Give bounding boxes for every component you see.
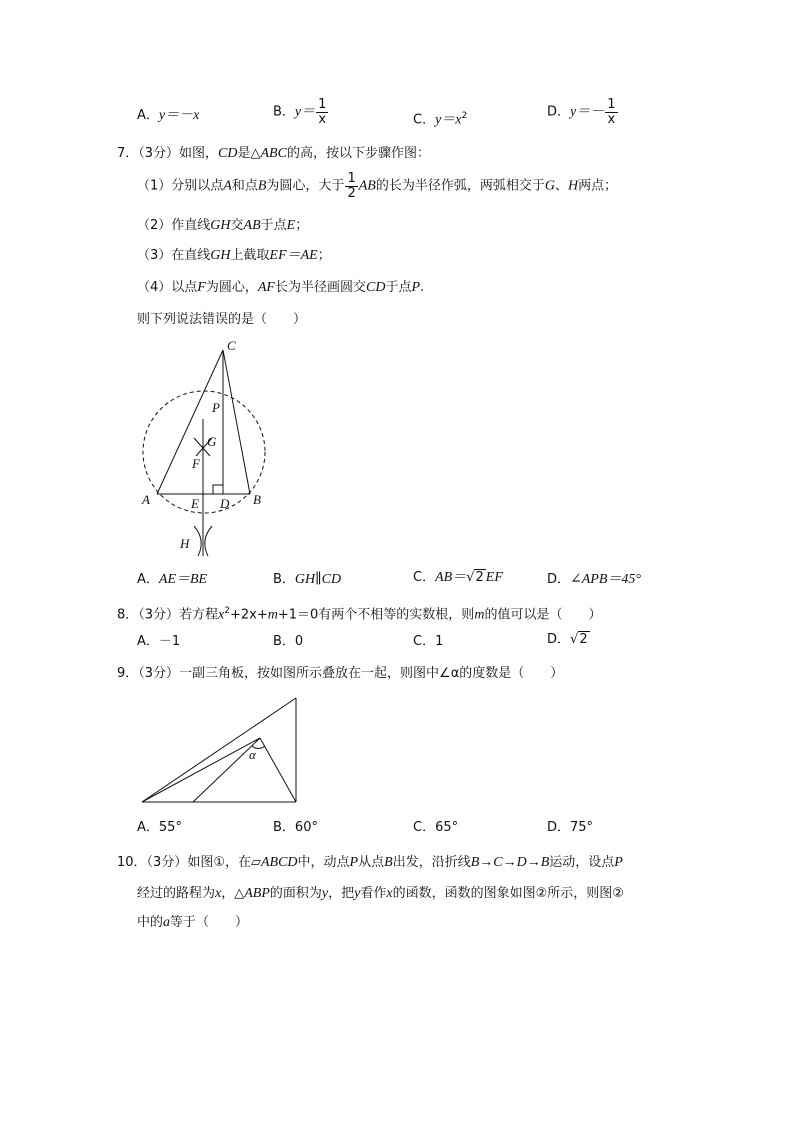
text: GH: [210, 218, 231, 233]
option-letter: B．: [273, 820, 295, 835]
option-letter: B．: [273, 572, 295, 587]
text: 交: [230, 218, 244, 233]
text: （1）分别以点: [137, 178, 224, 194]
q7-step2: [137, 216, 308, 236]
text: ；: [317, 248, 331, 263]
text: +1＝0有两个不相等的实数根，则: [277, 607, 475, 623]
label-a: A: [142, 492, 150, 507]
text: 长为半径画圆交: [274, 280, 366, 295]
text: 看作: [360, 886, 387, 901]
text: 是△: [237, 146, 261, 161]
text: 中，动点: [297, 855, 350, 870]
text: ABC: [260, 146, 287, 161]
text: ，把: [328, 886, 355, 901]
text: 和点: [231, 178, 258, 194]
q8-stem: [117, 601, 601, 625]
text: P: [614, 855, 623, 870]
q7-step4: [137, 278, 424, 298]
q7-option-a: [137, 570, 207, 590]
option-text: EF: [485, 570, 503, 585]
q8-option-b: [273, 632, 303, 652]
sqrt-radicand: 2: [475, 570, 484, 585]
segment-ca: [157, 350, 223, 494]
text: （4）以点: [137, 280, 198, 295]
text: AF: [257, 280, 275, 295]
superscript: 2: [224, 606, 230, 616]
text: ABCD: [260, 855, 298, 870]
q7-question: 则下列说法错误的是（ ）: [137, 312, 307, 327]
q10-line1: [117, 853, 623, 873]
fraction-numerator: 1: [347, 171, 356, 186]
segment-inner-right: [260, 738, 296, 802]
text: GH: [210, 248, 231, 263]
option-letter: D．: [547, 572, 571, 587]
option-letter: D．: [547, 820, 571, 835]
option-text: ∠APB＝45°: [570, 572, 641, 587]
text: 运动，设点: [549, 855, 615, 870]
option-text: y＝x: [435, 112, 462, 128]
text: CD: [218, 146, 238, 161]
text: 从点: [358, 855, 385, 870]
text: ，△: [221, 886, 245, 901]
option-text: AE＝BE: [158, 572, 208, 587]
arc-bottom-left: [194, 526, 201, 556]
option-letter: C．: [413, 634, 436, 649]
label-d: D: [220, 496, 230, 511]
text: ；: [295, 218, 309, 233]
q6-option-d: [547, 98, 619, 127]
text: AB: [243, 218, 261, 233]
label-e: E: [191, 496, 199, 511]
text: A: [223, 178, 232, 194]
text: ABP: [244, 886, 270, 901]
text: 为圆心，大于: [266, 178, 345, 194]
text: G: [544, 178, 555, 194]
text: 的面积为: [269, 886, 322, 901]
option-text: 55°: [158, 820, 182, 835]
option-letter: B．: [273, 104, 295, 120]
text: 10．（3分）如图①，在▱: [117, 855, 261, 870]
fraction-denominator: 2: [347, 186, 356, 201]
text: 为圆心，: [205, 280, 258, 295]
text: P: [349, 855, 359, 870]
text: （3）在直线: [137, 248, 211, 263]
q6-option-a: [137, 106, 199, 126]
option-letter: C．: [413, 112, 436, 128]
option-text: y＝－x: [158, 108, 200, 123]
text: 于点: [385, 280, 412, 295]
text: 中的: [137, 915, 164, 930]
text: P: [411, 280, 421, 295]
text: m: [267, 607, 278, 623]
text: 、: [554, 178, 568, 194]
text: H: [567, 178, 579, 194]
option-text: AB＝: [435, 570, 467, 585]
text: 等于（ ）: [170, 915, 249, 930]
text: x: [218, 607, 225, 623]
fraction-numerator: 1: [607, 97, 616, 112]
option-text: y＝－: [570, 104, 605, 120]
segment-inner-top: [142, 738, 260, 802]
segment-cb: [223, 350, 250, 494]
q10-line2: [137, 884, 624, 904]
option-letter: A．: [137, 820, 159, 835]
q7-option-b: [273, 570, 341, 590]
option-letter: C．: [413, 820, 436, 835]
segment-hypotenuse-45: [142, 698, 296, 802]
text: 出发，沿折线: [392, 855, 471, 870]
text: 8．（3分）若方程: [117, 607, 219, 623]
label-g: G: [207, 434, 217, 449]
dashed-circle: [143, 391, 265, 513]
text: 经过的路程为: [137, 886, 216, 901]
fraction-numerator: 1: [318, 97, 327, 112]
text: y: [354, 886, 361, 901]
text: x: [386, 886, 393, 901]
text: B→C→D→B: [470, 855, 550, 870]
option-letter: A．: [137, 108, 159, 123]
option-text: 1: [435, 634, 444, 649]
q7-step1: [137, 172, 617, 201]
superscript: 2: [461, 111, 468, 121]
text: 于点: [260, 218, 287, 233]
text: B: [257, 178, 267, 194]
text: a: [163, 915, 171, 930]
option-letter: C．: [413, 570, 436, 585]
fraction-denominator: x: [607, 112, 616, 127]
q8-option-a: [137, 632, 180, 652]
text: EF＝AE: [269, 248, 318, 263]
label-p: P: [212, 400, 220, 415]
text: B: [384, 855, 393, 870]
label-b: B: [253, 492, 261, 507]
option-text: －1: [158, 634, 181, 649]
option-letter: A．: [137, 572, 159, 587]
q7-step3: [137, 246, 331, 266]
option-text: y＝: [294, 104, 316, 120]
q8-option-c: [413, 632, 443, 652]
text: （2）作直线: [137, 218, 211, 233]
text: 的高，按以下步骤作图：: [286, 146, 430, 161]
text: F: [197, 280, 206, 295]
q10-line3: [137, 913, 248, 933]
option-text: GH∥CD: [294, 572, 342, 587]
arc-bottom-right: [205, 526, 212, 556]
label-alpha: α: [249, 747, 256, 762]
q9-figure: [138, 694, 304, 808]
text: 的值可以是（ ）: [484, 607, 602, 623]
q9-option-b: [273, 818, 318, 838]
option-text: 60°: [294, 820, 318, 835]
text: 的函数，函数的图象如图②所示，则图②: [392, 886, 624, 901]
text: x: [215, 886, 222, 901]
option-text: 75°: [570, 820, 594, 835]
option-text: 65°: [435, 820, 459, 835]
q7-figure: [130, 334, 280, 564]
q8-option-d: [547, 630, 590, 650]
text: 两点；: [578, 178, 618, 194]
text: CD: [365, 280, 386, 295]
option-letter: D．: [547, 104, 571, 120]
q9-stem: 9．（3分）一副三角板，按如图所示叠放在一起，则图中∠α的度数是（ ）: [117, 666, 564, 681]
text: 的长为半径作弧，两弧相交于: [375, 178, 545, 194]
q7-option-c: [413, 568, 503, 588]
q9-option-a: [137, 818, 182, 838]
text: .: [420, 280, 425, 295]
text: +2x+: [230, 607, 268, 623]
fraction: [605, 98, 617, 127]
sqrt-sign: √: [570, 632, 579, 647]
text: 7．（3分）如图，: [117, 146, 219, 161]
q7-stem: [117, 144, 430, 164]
option-text: 0: [294, 634, 304, 649]
q9-option-d: [547, 818, 593, 838]
label-f: F: [192, 456, 200, 471]
right-angle-mark: [213, 485, 223, 494]
fraction: [345, 172, 357, 201]
q9-option-c: [413, 818, 458, 838]
text: E: [286, 218, 296, 233]
text: AB: [358, 178, 376, 194]
text: m: [474, 607, 485, 623]
q6-option-c: [413, 106, 467, 130]
option-letter: B．: [273, 634, 295, 649]
q7-option-d: [547, 570, 641, 590]
text: 上截取: [230, 248, 270, 263]
label-h: H: [180, 536, 190, 551]
sqrt-sign: √: [466, 570, 475, 585]
fraction-denominator: x: [318, 112, 327, 127]
option-letter: A．: [137, 634, 159, 649]
sqrt-radicand: 2: [579, 632, 588, 647]
option-letter: D．: [547, 632, 571, 647]
q6-option-b: [273, 98, 329, 127]
text: y: [321, 886, 329, 901]
label-c: C: [227, 338, 236, 353]
fraction: [316, 98, 328, 127]
